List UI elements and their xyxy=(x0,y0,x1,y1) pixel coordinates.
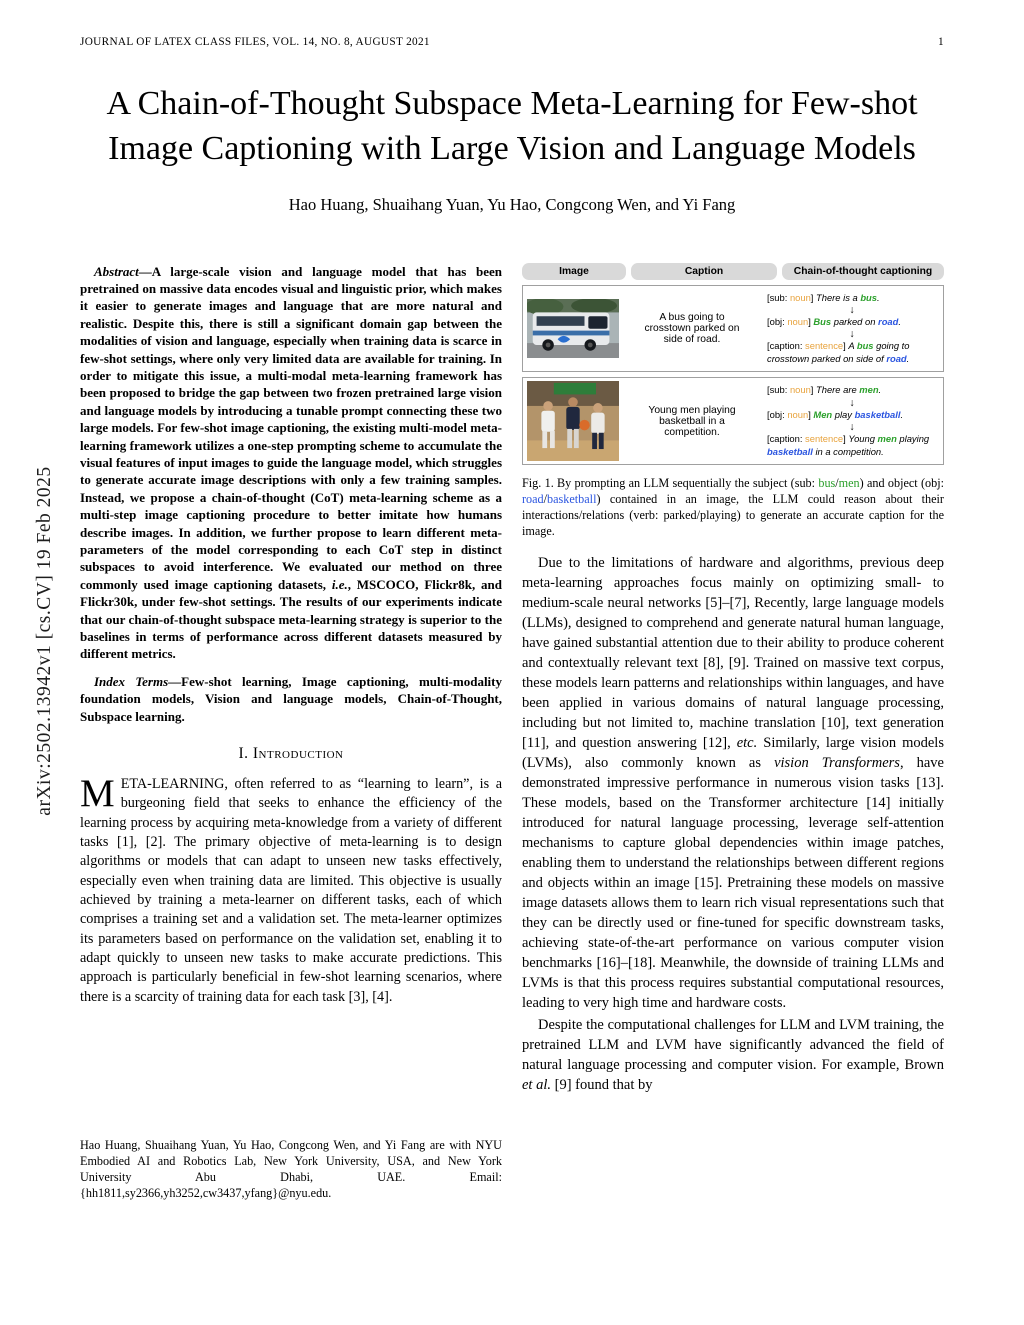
journal-header: JOURNAL OF LATEX CLASS FILES, VOL. 14, NO. 8, AUGUST 2021 xyxy=(80,36,430,48)
cot-cell-bus xyxy=(761,286,943,372)
arxiv-watermark: arXiv:2502.13942v1 [cs.CV] 19 Feb 2025 xyxy=(34,466,55,816)
bus-photo xyxy=(523,297,623,360)
dropcap-letter: M xyxy=(80,772,115,816)
left-column xyxy=(80,263,502,1208)
introduction-paragraph xyxy=(80,772,502,1007)
cot-step-caption: [caption: sentence] Young men playing basketball in a competition. xyxy=(767,433,930,457)
running-head xyxy=(80,36,944,48)
cot-step-object: [obj: noun] Bus parked on road. xyxy=(767,315,901,327)
page-number: 1 xyxy=(938,36,944,48)
body-paragraph-1: Due to the limitations of hardware and algorithms, previous deep meta-learning approaches focus mainly on optimizing small- to medium-scale neural networks [5]–[7], Recently, large language models (LLMs), designed to comprehend and generate natural human language, have gained substantial attention due to their ability to produce coherent and contextually relevant text [8], [9]. Trained on massive text corpus, these models learn patterns and relationships within languages, and have been applied in various domains of natural language processing, including but not limited to, machine translation [10], text generation [11], and question answering [12], etc. Similarly, large vision models (LVMs), also commonly known as vision Transformers, have demonstrated impressive performance in numerous vision tasks [13]. These models, based on the Transformer architecture [14] initially introduced for natural language processing, leverage self-attention mechanisms to capture global dependencies within image patches, enabling them to understand the relationships between different regions and objects within an image [15]. Pretraining these models on massive image datasets allows them to learn rich visual representations such that they can be directly used or fine-tuned for specific downstream tasks, achieving state-of-the-art performance on various computer vision benchmarks [16]–[18]. Meanwhile, the downside of training LLMs and LVMs is that this process requires substantial computational resources, leading to very high time and hardware costs. xyxy=(522,555,944,1012)
down-arrow-icon: ↓ xyxy=(849,328,855,341)
caption-cell-basketball: Young men playing basketball in a competition. xyxy=(648,404,736,438)
author-footnote: Hao Huang, Shuaihang Yuan, Yu Hao, Congcong Wen, and Yi Fang are with NYU Embodied AI and Robotics Lab, New York University, USA, and New York University Abu Dhabi, UAE. Email:{hh1811,sy2366,yh3252,cw3437,yfang}@nyu.edu. xyxy=(80,1138,502,1200)
body-paragraph-2: Despite the computational challenges for LLM and LVM training, the pretrained LLM and LVM have significantly advanced the field of natural language processing and computer vision. For example, Brown et al. [9] found that by xyxy=(522,1017,944,1094)
down-arrow-icon: ↓ xyxy=(849,421,855,434)
down-arrow-icon: ↓ xyxy=(849,396,855,409)
basketball-photo xyxy=(523,379,623,464)
cot-step-caption: [caption: sentence] A bus going to crosstown parked on side of road. xyxy=(767,340,910,364)
down-arrow-icon: ↓ xyxy=(849,303,855,316)
two-column-body xyxy=(80,263,944,1208)
figure-table-header xyxy=(522,263,944,280)
cot-step-object: [obj: noun] Men play basketball. xyxy=(767,408,904,420)
figure-1 xyxy=(522,263,944,466)
authors-line: Hao Huang, Shuaihang Yuan, Yu Hao, Congcong Wen, and Yi Fang xyxy=(288,194,736,214)
index-terms-paragraph: Index Terms—Few-shot learning, Image captioning, multi-modality foundation models, Vision and language models, Chain-of-Thought, Subspace learning. xyxy=(80,673,502,724)
figure-row-bus xyxy=(522,285,944,373)
column-header-caption: Caption xyxy=(631,263,777,280)
cot-step-subject: [sub: noun] There are men. xyxy=(767,384,882,396)
cot-step-subject: [sub: noun] There is a bus. xyxy=(767,291,880,303)
section-heading-introduction: I. Introduction xyxy=(238,745,344,763)
basketball-photo-graphic xyxy=(527,381,619,462)
bus-photo-graphic xyxy=(527,299,619,358)
introduction-text: often referred to as “learning to learn”, is a burgeoning field that seeks to enhance the efficiency of the learning process by acquiring meta-knowledge from a variety of different tasks [1], [2]. The primary objective of meta-learning is to design algorithms or models that can adapt to unseen new tasks effectively, especially even when training data are limited. This objective is usually achieved by training a meta-learner on different tasks, each of which comprises a training set and a validation set. The meta-learner optimizes its parameters based on performance on the validation set, enabling it to adapt quickly to unseen new tasks to make accurate predictions. This approach is particularly beneficial in few-shot learning scenarios, where there is a scarcity of training data for each task [3], [4]. xyxy=(80,776,502,1005)
right-column xyxy=(522,263,944,1208)
paper-title: A Chain-of-Thought Subspace Meta-Learning for Few-shot Image Captioning with Large Vision and Language Models xyxy=(106,85,918,167)
abstract-paragraph: Abstract—A large-scale vision and language model that has been pretrained on massive data encodes visual and linguistic prior, which makes it easier to generate images and language that are more natural and realistic. Despite this, there is still a significant domain gap between the modalities of vision and language, especially when training data is scarce in few-shot settings, where only very limited data are available for training. In order to mitigate this issue, a multi-modal meta-learning framework has been proposed to bridge the gap between two frozen pretrained large vision and language models by introducing a tunable prompt connecting these two large models. For few-shot image captioning, the existing multi-model meta-learning framework utilizes a one-step prompting scheme to accumulate the visual features of input images to guide the language model, which struggles to generate accurate image descriptions with only a few training samples. Instead, we propose a chain-of-thought (CoT) meta-learning scheme as a multi-step image captioning procedure to better imitate how humans describe images. In addition, we further propose to learn different meta-parameters of the model corresponding to each CoT step in distinct subspaces to avoid interference. We evaluated our method on three commonly used image captioning datasets, i.e., MSCOCO, Flickr8k, and Flickr30k, under few-shot settings. The results of our experiments indicate that our chain-of-thought subspace meta-learning strategy is superior to the baselines in terms of performance across different datasets measured by different metrics. xyxy=(80,263,503,662)
column-header-image: Image xyxy=(522,263,626,280)
cot-cell-basketball xyxy=(761,378,943,464)
caption-cell-bus: A bus going to crosstown parked on side of road. xyxy=(644,311,740,345)
column-header-cot: Chain-of-thought captioning xyxy=(782,263,944,280)
figure-1-caption: Fig. 1. By prompting an LLM sequentially the subject (sub: bus/men) and object (obj: road/basketball) contained in an image, the LLM could reason about their interactions/relations (verb: parked/playing) to generate an accurate caption for the image. xyxy=(522,476,945,539)
lead-word: ETA-LEARNING, xyxy=(120,776,228,793)
figure-row-basketball xyxy=(522,377,944,465)
